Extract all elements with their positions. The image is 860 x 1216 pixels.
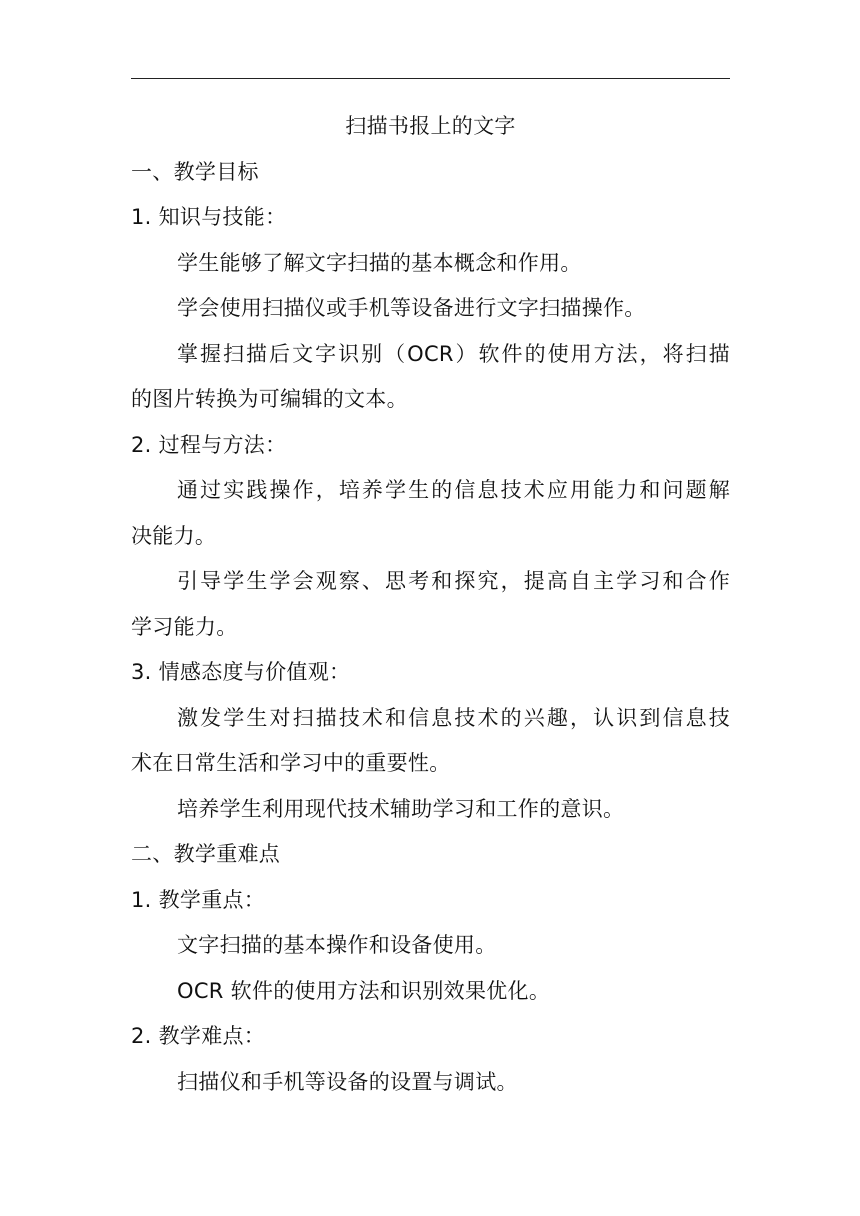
subsection-heading: 3. 情感态度与价值观： (131, 660, 351, 684)
paragraph-line: 文字扫描的基本操作和设备使用。 (177, 933, 497, 957)
paragraph-line: 的图片转换为可编辑的文本。 (131, 387, 408, 411)
paragraph-line: OCR 软件的使用方法和识别效果优化。 (177, 978, 551, 1003)
subsection-heading: 2. 过程与方法： (131, 432, 287, 457)
paragraph-line: 引导学生学会观察、思考和探究，提高自主学习和合作 (177, 569, 730, 593)
subsection-heading: 1. 知识与技能： (131, 205, 287, 229)
subsection-heading: 1. 教学重点： (131, 887, 266, 912)
paragraph-line: 学生能够了解文字扫描的基本概念和作用。 (177, 250, 582, 275)
paragraph-line: 培养学生利用现代技术辅助学习和工作的意识。 (177, 796, 625, 821)
subsection-heading: 2. 教学难点： (131, 1024, 266, 1048)
paragraph-line: 通过实践操作，培养学生的信息技术应用能力和问题解 (177, 478, 730, 502)
section-heading: 一、教学目标 (131, 159, 259, 184)
paragraph-line: 扫描仪和手机等设备的设置与调试。 (177, 1069, 518, 1094)
paragraph-line: 学习能力。 (131, 614, 238, 639)
document-body (131, 104, 730, 1105)
paragraph-line: 术在日常生活和学习中的重要性。 (131, 751, 451, 775)
paragraph-line: 激发学生对扫描技术和信息技术的兴趣，认识到信息技 (177, 705, 730, 730)
paragraph-line: 决能力。 (131, 523, 217, 548)
paragraph-line: 学会使用扫描仪或手机等设备进行文字扫描操作。 (177, 296, 646, 320)
section-heading: 二、教学重难点 (131, 842, 281, 866)
paragraph-line: 掌握扫描后文字识别（OCR）软件的使用方法，将扫描 (177, 341, 730, 366)
header-rule (131, 78, 730, 79)
document-title: 扫描书报上的文字 (345, 114, 516, 138)
